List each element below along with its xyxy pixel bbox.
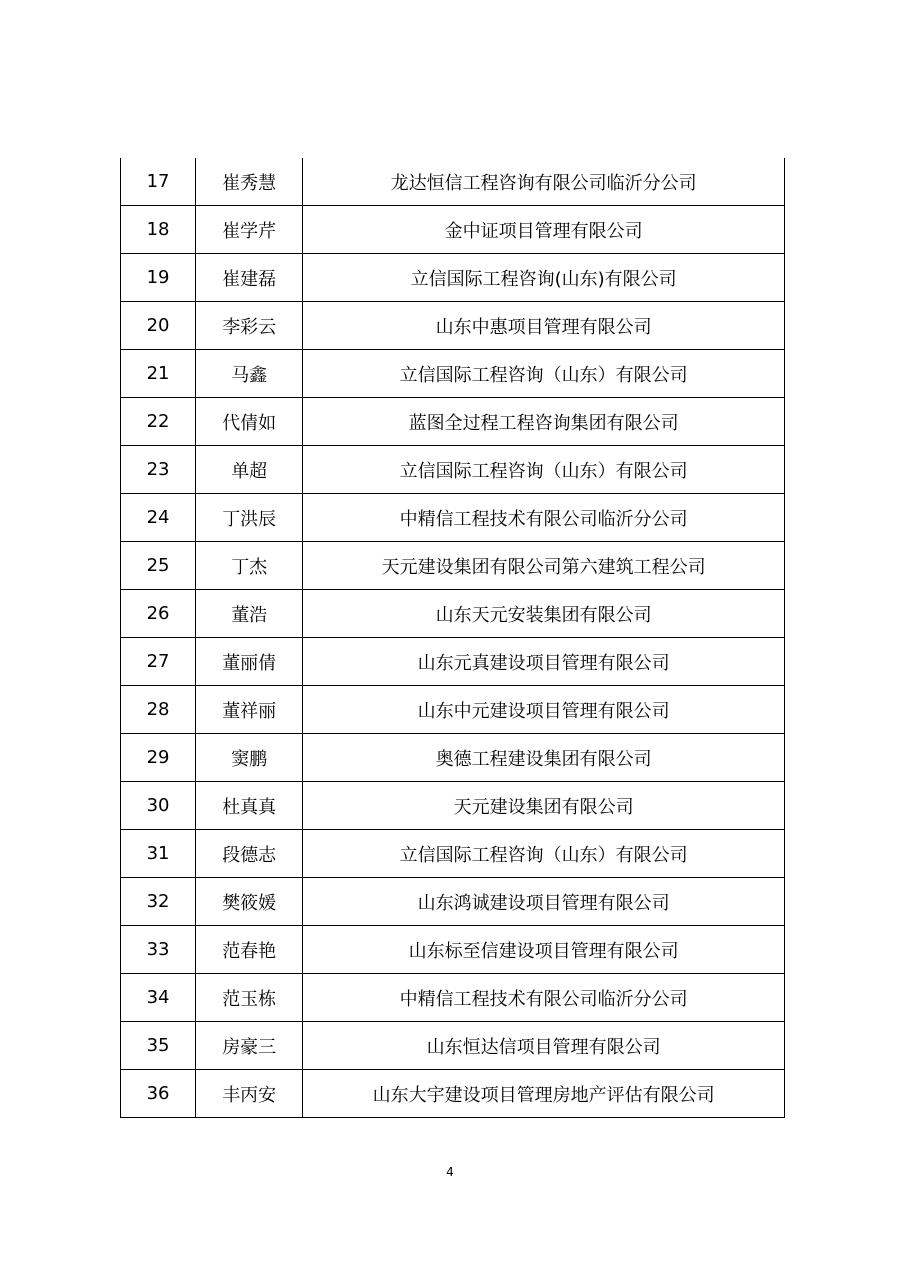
table-row — [121, 686, 785, 734]
table-row — [121, 1070, 785, 1118]
table-row — [121, 638, 785, 686]
table-body — [121, 158, 785, 1118]
row-number-cell: 31 — [121, 830, 196, 878]
person-name-cell: 丰丙安 — [196, 1070, 303, 1118]
organization-cell: 龙达恒信工程咨询有限公司临沂分公司 — [303, 158, 785, 206]
row-number-cell: 26 — [121, 590, 196, 638]
table-row — [121, 974, 785, 1022]
person-name-cell: 马鑫 — [196, 350, 303, 398]
organization-cell: 金中证项目管理有限公司 — [303, 206, 785, 254]
organization-cell: 山东元真建设项目管理有限公司 — [303, 638, 785, 686]
table-row — [121, 446, 785, 494]
person-name-cell: 崔秀慧 — [196, 158, 303, 206]
row-number-cell: 22 — [121, 398, 196, 446]
person-name-cell: 杜真真 — [196, 782, 303, 830]
organization-cell: 立信国际工程咨询（山东）有限公司 — [303, 830, 785, 878]
row-number-cell: 20 — [121, 302, 196, 350]
table-row — [121, 254, 785, 302]
organization-cell: 山东大宇建设项目管理房地产评估有限公司 — [303, 1070, 785, 1118]
row-number-cell: 25 — [121, 542, 196, 590]
personnel-table — [120, 158, 785, 1118]
organization-cell: 立信国际工程咨询（山东）有限公司 — [303, 446, 785, 494]
organization-cell: 山东中惠项目管理有限公司 — [303, 302, 785, 350]
organization-cell: 奥德工程建设集团有限公司 — [303, 734, 785, 782]
row-number-cell: 32 — [121, 878, 196, 926]
organization-cell: 山东恒达信项目管理有限公司 — [303, 1022, 785, 1070]
person-name-cell: 董丽倩 — [196, 638, 303, 686]
organization-cell: 立信国际工程咨询(山东)有限公司 — [303, 254, 785, 302]
row-number-cell: 33 — [121, 926, 196, 974]
organization-cell: 蓝图全过程工程咨询集团有限公司 — [303, 398, 785, 446]
person-name-cell: 丁洪辰 — [196, 494, 303, 542]
table-row — [121, 494, 785, 542]
table-row — [121, 734, 785, 782]
row-number-cell: 28 — [121, 686, 196, 734]
person-name-cell: 崔学芹 — [196, 206, 303, 254]
organization-cell: 中精信工程技术有限公司临沂分公司 — [303, 494, 785, 542]
organization-cell: 山东标至信建设项目管理有限公司 — [303, 926, 785, 974]
person-name-cell: 范玉栋 — [196, 974, 303, 1022]
person-name-cell: 董浩 — [196, 590, 303, 638]
row-number-cell: 34 — [121, 974, 196, 1022]
person-name-cell: 范春艳 — [196, 926, 303, 974]
table-row — [121, 830, 785, 878]
table-row — [121, 206, 785, 254]
organization-cell: 天元建设集团有限公司第六建筑工程公司 — [303, 542, 785, 590]
person-name-cell: 樊筱媛 — [196, 878, 303, 926]
organization-cell: 中精信工程技术有限公司临沂分公司 — [303, 974, 785, 1022]
table-row — [121, 542, 785, 590]
row-number-cell: 36 — [121, 1070, 196, 1118]
person-name-cell: 单超 — [196, 446, 303, 494]
row-number-cell: 19 — [121, 254, 196, 302]
person-name-cell: 房豪三 — [196, 1022, 303, 1070]
row-number-cell: 17 — [121, 158, 196, 206]
person-name-cell: 丁杰 — [196, 542, 303, 590]
organization-cell: 山东天元安装集团有限公司 — [303, 590, 785, 638]
organization-cell: 山东中元建设项目管理有限公司 — [303, 686, 785, 734]
table-row — [121, 590, 785, 638]
person-name-cell: 李彩云 — [196, 302, 303, 350]
row-number-cell: 27 — [121, 638, 196, 686]
row-number-cell: 35 — [121, 1022, 196, 1070]
organization-cell: 天元建设集团有限公司 — [303, 782, 785, 830]
row-number-cell: 18 — [121, 206, 196, 254]
table-row — [121, 302, 785, 350]
page-number: 4 — [446, 1165, 454, 1179]
row-number-cell: 24 — [121, 494, 196, 542]
table-row — [121, 350, 785, 398]
organization-cell: 山东鸿诚建设项目管理有限公司 — [303, 878, 785, 926]
row-number-cell: 23 — [121, 446, 196, 494]
person-name-cell: 董祥丽 — [196, 686, 303, 734]
row-number-cell: 30 — [121, 782, 196, 830]
table-row — [121, 782, 785, 830]
person-name-cell: 窦鹏 — [196, 734, 303, 782]
table-row — [121, 878, 785, 926]
table-row — [121, 158, 785, 206]
row-number-cell: 21 — [121, 350, 196, 398]
row-number-cell: 29 — [121, 734, 196, 782]
table-row — [121, 1022, 785, 1070]
table-row — [121, 398, 785, 446]
person-name-cell: 代倩如 — [196, 398, 303, 446]
person-name-cell: 段德志 — [196, 830, 303, 878]
table-row — [121, 926, 785, 974]
organization-cell: 立信国际工程咨询（山东）有限公司 — [303, 350, 785, 398]
person-name-cell: 崔建磊 — [196, 254, 303, 302]
